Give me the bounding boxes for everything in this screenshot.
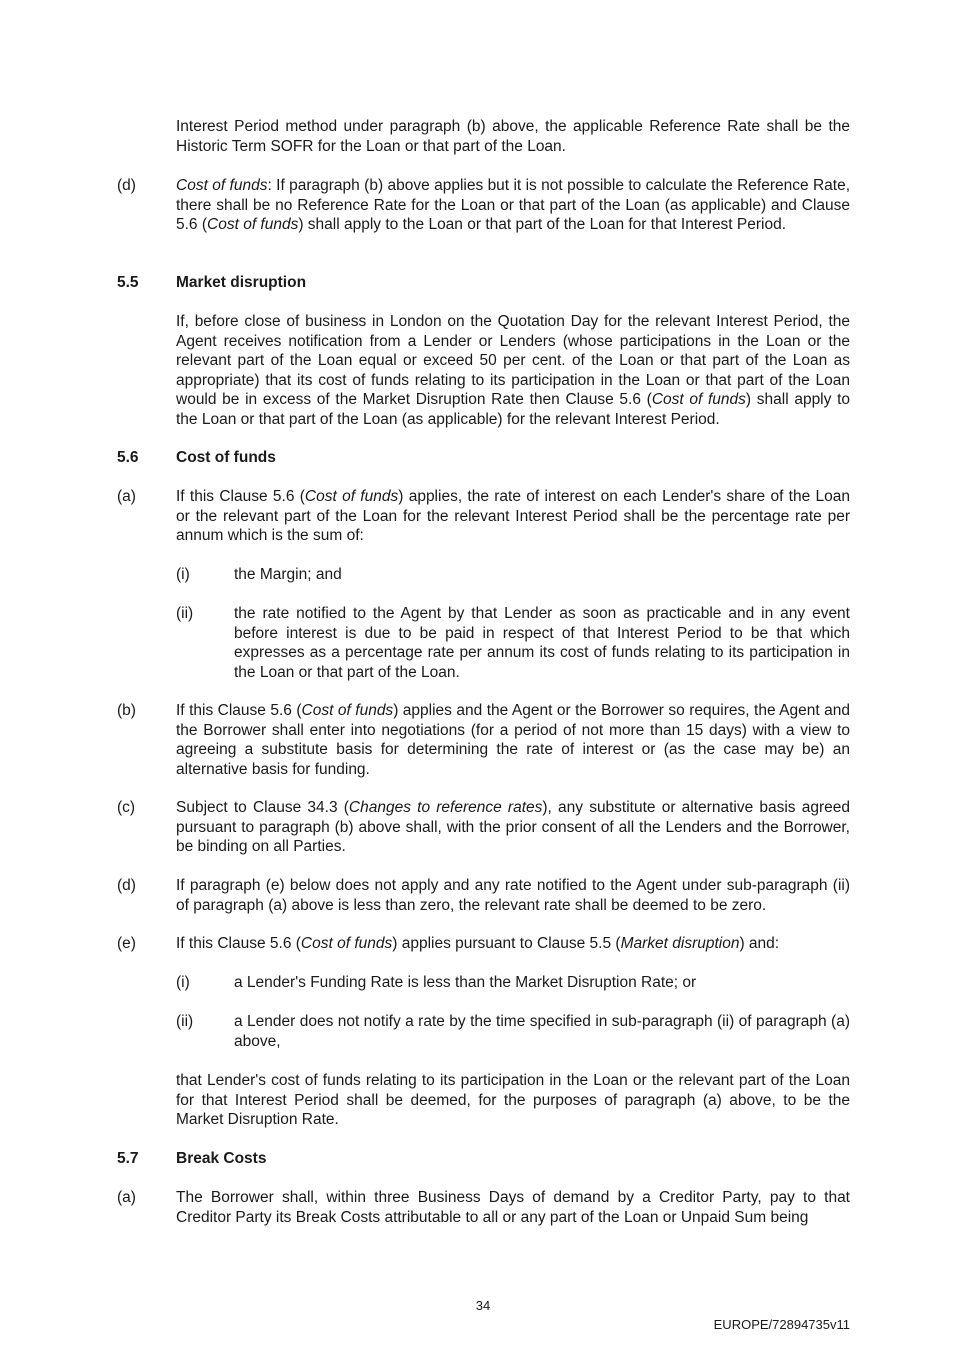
s56-d-label: (d)	[117, 877, 136, 894]
s56-e-t2: Cost of funds	[300, 935, 393, 952]
s56-b-t2: Cost of funds	[301, 702, 394, 719]
s56-a-t2: Cost of funds	[304, 488, 399, 505]
s56-a-t3: ) applies, the rate of interest on each Lender's share of the Loan or the relevant part of the Loan for the relevant Interest Period shall be the percentage rate per annum which is the sum of:	[176, 488, 851, 544]
s56-c-t3: ), any substitute or alternative basis agreed pursuant to paragraph (b) above shall, with the prior consent of all the Lenders and the Borrower, be binding on all Parties.	[176, 799, 850, 855]
section-5-7-number: 5.7	[117, 1150, 139, 1167]
s56-a-ii-text: the rate notified to the Agent by that Lender as soon as practicable and in any event before interest is due to be paid in respect of that Interest Period to be that which expresses as a percentage rate per annum its cost of funds relating to its participation in the Loan or that part of the Loan.	[234, 605, 850, 681]
page-number: 34	[475, 1298, 491, 1313]
s56-e-i-label: (i)	[176, 974, 190, 991]
s56-e-t5: ) and:	[739, 935, 780, 952]
s56-c-text	[176, 798, 850, 857]
s56-a-label: (a)	[117, 488, 136, 505]
s56-b-label: (b)	[117, 702, 136, 719]
s56-e-tail-text: that Lender's cost of funds relating to its participation in the Loan or the relevant part of the Loan for that Interest Period shall be deemed, for the purposes of paragraph (a) above, to be the Market Disruption Rate.	[176, 1072, 850, 1128]
s56-e-t3: ) applies pursuant to Clause 5.5 (	[392, 935, 621, 952]
document-reference: EUROPE/72894735v11	[713, 1317, 850, 1332]
s56-e-ii-label: (ii)	[176, 1013, 194, 1030]
section-5-5-text	[176, 312, 850, 429]
s56-c-t1: Subject to Clause 34.3 (	[176, 799, 349, 816]
s56-c-t2: Changes to reference rates	[348, 799, 543, 816]
section-5-5-number: 5.5	[117, 274, 139, 291]
para-d-t1: : If paragraph (b) above applies but it is not possible to calculate the Reference Rate, there shall be no Reference Rate for the Loan or that part of the Loan (as applicable) and Clause 5.6 (	[176, 177, 851, 233]
section-5-6-title: Cost of funds	[176, 449, 276, 466]
s55-t1: If, before close of business in London on the Quotation Day for the relevant Interest Period, the Agent receives notification from a Lender or Lenders (whose participations in the Loan or the relevant part of the Loan equal or exceed 50 per cent. of the Loan or that part of the Loan as appropriate) that its cost of funds relating to its participation in the Loan or that part of the Loan would be in excess of the Market Disruption Rate then Clause 5.6 (	[176, 313, 850, 408]
para-d-t3: ) shall apply to the Loan or that part of the Loan for that Interest Period.	[298, 216, 787, 233]
section-5-7-title: Break Costs	[176, 1150, 267, 1167]
intro-paragraph	[176, 117, 850, 156]
s56-b-t1: If this Clause 5.6 (	[176, 702, 302, 719]
s56-a-t1: If this Clause 5.6 (	[176, 488, 305, 505]
s56-a-ii-label: (ii)	[176, 605, 194, 622]
s55-t3: ) shall apply to the Loan or that part of the Loan (as applicable) for the relevant Interest Period.	[176, 391, 850, 428]
s55-t2: Cost of funds	[651, 391, 746, 408]
s56-e-text	[176, 934, 850, 954]
s56-a-i-label: (i)	[176, 566, 190, 583]
s56-a-i-text: the Margin; and	[234, 566, 342, 583]
para-d-text	[176, 176, 850, 235]
para-d-term: Cost of funds	[176, 177, 268, 194]
s56-c-label: (c)	[117, 799, 136, 816]
s57-a-label: (a)	[117, 1189, 136, 1206]
s56-e-label: (e)	[117, 935, 136, 952]
s56-b-t3: ) applies and the Agent or the Borrower so requires, the Agent and the Borrower shall enter into negotiations (for a period of not more than 15 days) with a view to agreeing a substitute basis for determining the rate of interest or (as the case may be) an alternative basis for funding.	[176, 702, 850, 778]
s56-e-ii-text: a Lender does not notify a rate by the time specified in sub-paragraph (ii) of paragraph (a) above,	[234, 1013, 850, 1050]
s56-b-text	[176, 701, 850, 779]
para-d-t2: Cost of funds	[207, 216, 299, 233]
section-5-6-number: 5.6	[117, 449, 139, 466]
s56-e-t4: Market disruption	[620, 935, 740, 952]
s56-e-i-text: a Lender's Funding Rate is less than the Market Disruption Rate; or	[234, 974, 697, 991]
s57-a-t1: The Borrower shall, within three Business Days of demand by a Creditor Party, pay to that Creditor Party its Break Costs attributable to all or any part of the Loan or Unpaid Sum being	[176, 1189, 850, 1226]
s56-d-text	[176, 876, 850, 915]
intro-text: Interest Period method under paragraph (b) above, the applicable Reference Rate shall be the Historic Term SOFR for the Loan or that part of the Loan.	[176, 118, 850, 155]
para-d-label: (d)	[117, 177, 136, 194]
s56-a-text	[176, 487, 850, 546]
section-5-5-title: Market disruption	[176, 274, 307, 291]
s57-a-text	[176, 1188, 850, 1227]
s56-e-t1: If this Clause 5.6 (	[176, 935, 301, 952]
s56-d-t1: If paragraph (e) below does not apply and any rate notified to the Agent under sub-paragraph (ii) of paragraph (a) above is less than zero, the relevant rate shall be deemed to be zero.	[176, 877, 850, 914]
